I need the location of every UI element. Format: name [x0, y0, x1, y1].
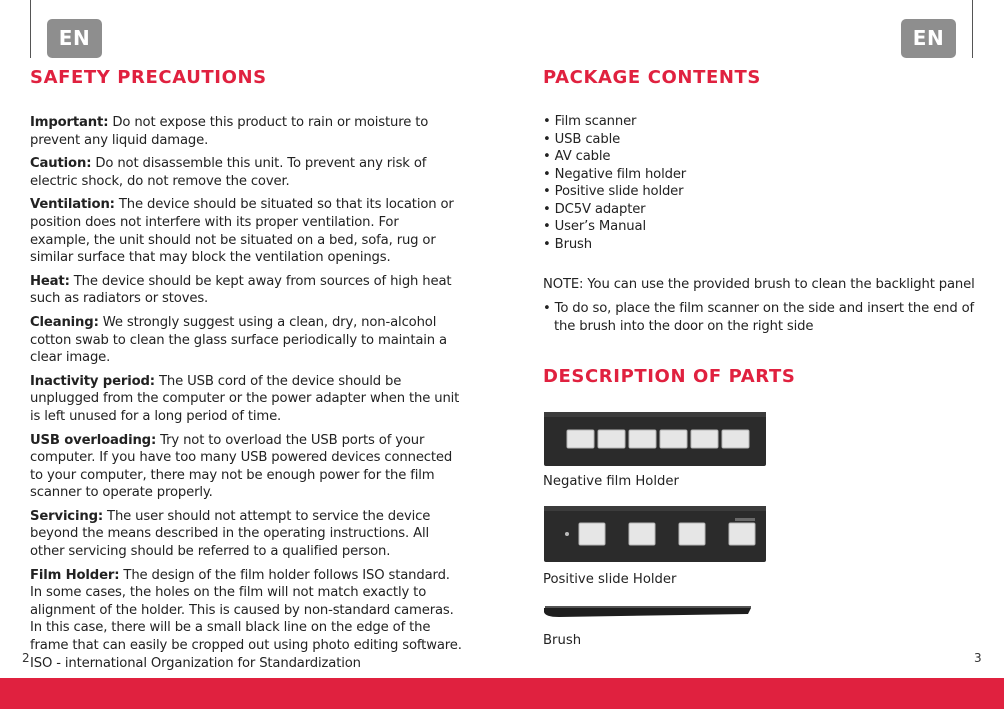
safety-item-text: The design of the film holder follows ISO standard. — [119, 567, 450, 583]
brush-note: NOTE: You can use the provided brush to clean the backlight panel — [543, 277, 975, 292]
list-item: • Positive slide holder — [543, 183, 968, 201]
negative-frame-window — [660, 430, 687, 448]
right-margin-line — [972, 0, 973, 58]
brush-label: Brush — [543, 633, 582, 648]
positive-slide-holder-label: Positive slide Holder — [543, 572, 677, 587]
safety-item-ventilation — [30, 196, 462, 266]
safety-item-label: Servicing: — [30, 508, 104, 524]
safety-item-text: The user should not attempt to service the device beyond the means described in the operating instructions. All other servicing should be referred to a qualified person. — [30, 508, 431, 560]
brush-image — [543, 605, 755, 619]
slide-frame-window — [729, 523, 755, 545]
safety-item-text: We strongly suggest using a clean, dry, non-alcohol cotton swab to clean the glass surface periodically to maintain a clear image. — [30, 314, 447, 366]
safety-item-film-holder — [30, 567, 462, 673]
negative-film-holder-label: Negative film Holder — [543, 474, 679, 489]
negative-frame-window — [629, 430, 656, 448]
safety-precautions-list — [30, 114, 462, 678]
language-badge-right: EN — [901, 19, 956, 58]
safety-item-label: Ventilation: — [30, 197, 115, 213]
list-item: • DC5V adapter — [543, 201, 968, 219]
negative-film-holder-image — [543, 410, 767, 468]
safety-item-label: Heat: — [30, 273, 70, 289]
safety-item-text: The device should be situated so that its location or position does not interfere with its proper ventilation. For example, the unit should not be situated on a bed, sofa, rug or similar surface that may block the ventilation openings. — [30, 197, 454, 266]
page-number-right: 3 — [974, 651, 982, 665]
left-margin-line — [30, 0, 31, 58]
list-item: • Brush — [543, 236, 968, 254]
safety-item-text: In some cases, the holes on the film will not match exactly to alignment of the holder. This is caused by non-standard cameras. — [30, 585, 454, 618]
safety-item-text: In this case, there will be a small black line on the edge of the frame that can easily be cropped out using photo editing software. — [30, 620, 462, 654]
safety-item-cleaning — [30, 314, 462, 367]
safety-item-caution — [30, 155, 462, 190]
footer-bar — [0, 678, 1004, 709]
safety-item-text: Do not expose this product to rain or moisture to prevent any liquid damage. — [30, 115, 429, 148]
safety-item-important — [30, 114, 462, 149]
negative-frame-window — [691, 430, 718, 448]
page-number-left: 2 — [22, 651, 30, 665]
safety-item-label: Film Holder: — [30, 567, 120, 583]
list-item: • AV cable — [543, 148, 968, 166]
package-contents-heading: PACKAGE CONTENTS — [543, 67, 761, 88]
safety-item-label: Cleaning: — [30, 314, 99, 330]
safety-item-heat — [30, 273, 462, 308]
package-contents-list — [543, 113, 968, 253]
safety-precautions-heading: SAFETY PRECAUTIONS — [30, 67, 267, 88]
language-badge-left: EN — [47, 19, 102, 58]
safety-item-servicing — [30, 508, 462, 561]
list-item: • User’s Manual — [543, 218, 968, 236]
slide-frame-window — [629, 523, 655, 545]
positive-slide-holder-image — [543, 504, 767, 564]
slide-frame-window — [679, 523, 705, 545]
safety-item-text: ISO - international Organization for Standardization — [30, 655, 361, 671]
negative-frame-window — [722, 430, 749, 448]
safety-item-label: Important: — [30, 115, 109, 130]
brush-note-bullet: • To do so, place the film scanner on the side and insert the end of the brush into the door on the right side — [543, 301, 974, 334]
list-item: • USB cable — [543, 131, 968, 149]
safety-item-text: Try not to overload the USB ports of your computer. If you have too many USB powered devices connected to your computer, there may not be enough power for the film scanner to operate properly. — [30, 432, 453, 501]
negative-frame-window — [598, 430, 625, 448]
safety-item-text: The USB cord of the device should be unplugged from the computer or the power adapter when the unit is left unused for a long period of time. — [30, 373, 460, 424]
slide-frame-window — [579, 523, 605, 545]
description-of-parts-heading: DESCRIPTION OF PARTS — [543, 366, 796, 387]
safety-item-label: Caution: — [30, 156, 92, 172]
safety-item-usb-overloading — [30, 432, 462, 502]
safety-item-label: USB overloading: — [30, 432, 157, 448]
safety-item-inactivity — [30, 373, 462, 426]
negative-frame-window — [567, 430, 594, 448]
safety-item-text: The device should be kept away from sources of high heat such as radiators or stoves. — [30, 273, 452, 307]
list-item: • Film scanner — [543, 113, 968, 131]
list-item: • Negative film holder — [543, 166, 968, 184]
safety-item-label: Inactivity period: — [30, 373, 155, 389]
safety-item-text: Do not disassemble this unit. To prevent any risk of electric shock, do not remove the cover. — [30, 156, 427, 189]
